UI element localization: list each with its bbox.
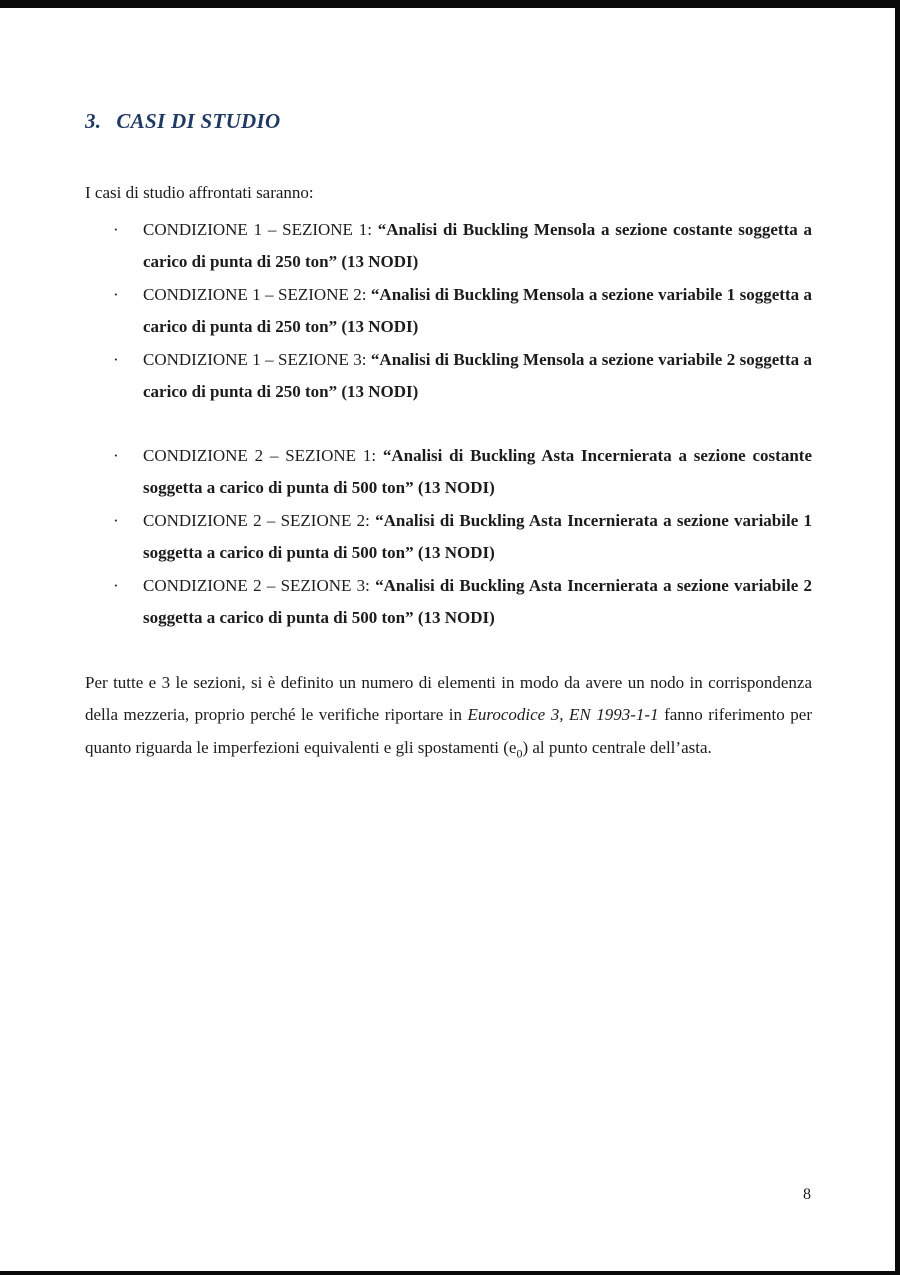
list-item-title: “Analisi di Buckling Mensola a sezione variabile 1 soggetta a carico di punta di 250 ton” (13 NODI) [143,284,813,336]
list-item [85,344,812,409]
intro-paragraph: I casi di studio affrontati saranno: [85,183,314,202]
closing-text: ) al punto centrale dell’asta. [522,737,712,757]
list-item-title: “Analisi di Buckling Mensola a sezione costante soggetta a carico di punta di 250 ton” (13 NODI) [143,219,813,271]
closing-reference: Eurocodice 3, EN 1993-1-1 [467,705,659,724]
list-item-title: “Analisi di Buckling Asta Incernierata a sezione costante soggetta a carico di punta di 500 ton” (13 NODI) [143,445,813,497]
list-item-prefix: CONDIZIONE 1 – SEZIONE 2: [143,284,371,304]
list-item [85,505,812,570]
list-item [85,214,812,279]
bullet-icon: · [113,284,119,304]
bullet-icon: · [113,575,119,595]
list-item-prefix: CONDIZIONE 2 – SEZIONE 1: [143,445,383,465]
bullet-icon: · [113,445,119,465]
bullet-icon: · [113,349,119,369]
bullet-icon: · [113,510,119,530]
list-item-prefix: CONDIZIONE 1 – SEZIONE 3: [143,349,371,369]
section-title: CASI DI STUDIO [116,109,281,133]
list-item [85,440,812,505]
list-item [85,279,812,344]
list-item-title: “Analisi di Buckling Asta Incernierata a sezione variabile 2 soggetta a carico di punta di 500 ton” (13 NODI) [143,575,812,627]
list-item [85,570,812,635]
bullet-icon: · [113,219,119,239]
list-item-prefix: CONDIZIONE 2 – SEZIONE 2: [143,510,376,530]
list-item-title: “Analisi di Buckling Asta Incernierata a sezione variabile 1 soggetta a carico di punta di 500 ton” (13 NODI) [143,510,812,562]
section-number: 3. [85,109,102,133]
page-number: 8 [803,1186,811,1203]
list-item-prefix: CONDIZIONE 1 – SEZIONE 1: [143,219,378,239]
closing-paragraph [85,667,812,765]
closing-text: fanno riferimento per quanto riguarda le imperfezioni equivalenti e gli spostamenti (e [85,705,812,757]
case-study-list [85,214,812,635]
closing-text: Per tutte e 3 le sezioni, si è definito un numero di elementi in modo da avere un nodo in corrispondenza della mezzeria, proprio perché le verifiche riportare in [85,672,812,724]
page-content [0,8,895,764]
closing-subscript: 0 [516,745,523,760]
section-heading [85,108,812,135]
list-item-title: “Analisi di Buckling Mensola a sezione variabile 2 soggetta a carico di punta di 250 ton” (13 NODI) [143,349,813,401]
list-item-prefix: CONDIZIONE 2 – SEZIONE 3: [143,575,376,595]
